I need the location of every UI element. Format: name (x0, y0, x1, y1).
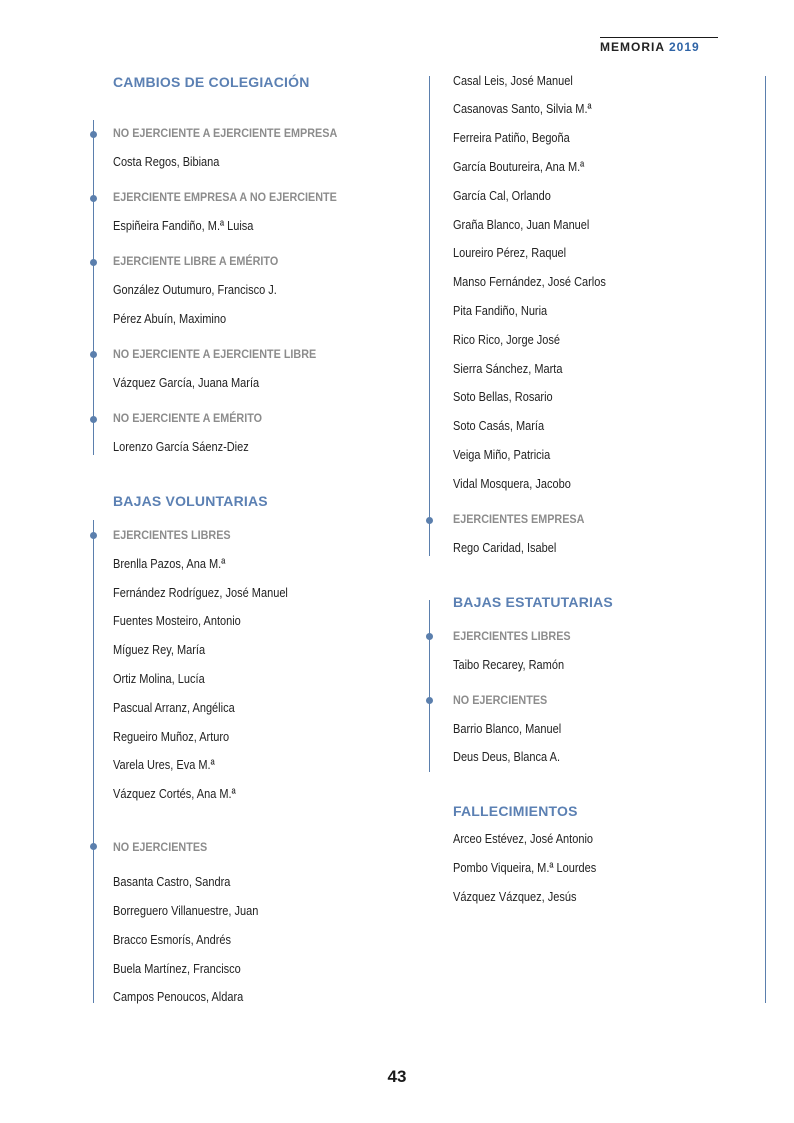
list-item: Fernández Rodríguez, José Manuel (113, 586, 288, 600)
left-column-rule-top (93, 120, 94, 455)
group-label: EJERCIENTES EMPRESA (453, 512, 585, 526)
list-item: Fuentes Mosteiro, Antonio (113, 614, 241, 628)
list-item: Rico Rico, Jorge José (453, 333, 560, 347)
list-item: Veiga Miño, Patricia (453, 448, 551, 462)
list-item: Pérez Abuín, Maximino (113, 312, 227, 326)
list-item: Deus Deus, Blanca A. (453, 750, 561, 764)
bullet-dot (90, 351, 97, 358)
header-year: 2019 (669, 40, 700, 54)
list-item: Graña Blanco, Juan Manuel (453, 218, 590, 232)
list-item: Varela Ures, Eva M.ª (113, 758, 215, 772)
group-label: NO EJERCIENTES (453, 693, 548, 707)
list-item: Lorenzo García Sáenz-Diez (113, 440, 249, 454)
list-item: Casal Leis, José Manuel (453, 74, 573, 88)
list-item: Vázquez García, Juana María (113, 376, 260, 390)
list-item: Soto Casás, María (453, 419, 545, 433)
right-column-rule-top (429, 76, 430, 556)
group-label: EJERCIENTES LIBRES (113, 528, 231, 542)
list-item: Taibo Recarey, Ramón (453, 658, 565, 672)
list-item: Brenlla Pazos, Ana M.ª (113, 557, 226, 571)
group-label: EJERCIENTE EMPRESA A NO EJERCIENTE (113, 190, 337, 204)
bullet-dot (426, 697, 433, 704)
bullet-dot (90, 259, 97, 266)
list-item: Manso Fernández, José Carlos (453, 275, 606, 289)
list-item: Arceo Estévez, José Antonio (453, 832, 594, 846)
bullet-dot (426, 633, 433, 640)
section-title-bajas-voluntarias: BAJAS VOLUNTARIAS (113, 493, 268, 509)
page-number: 43 (387, 1067, 407, 1086)
bullet-dot (90, 195, 97, 202)
list-item: Espiñeira Fandiño, M.ª Luisa (113, 219, 254, 233)
list-item: Míguez Rey, María (113, 643, 206, 657)
list-item: Vázquez Cortés, Ana M.ª (113, 787, 236, 801)
list-item: Casanovas Santo, Silvia M.ª (453, 102, 592, 116)
bullet-dot (426, 517, 433, 524)
group-label: NO EJERCIENTE A EMÉRITO (113, 411, 263, 425)
list-item: Regueiro Muñoz, Arturo (113, 730, 230, 744)
bullet-dot (90, 843, 97, 850)
list-item: Ferreira Patiño, Begoña (453, 131, 570, 145)
list-item: Buela Martínez, Francisco (113, 962, 241, 976)
header-rule (600, 37, 718, 38)
running-header (600, 40, 720, 54)
list-item: Pombo Viqueira, M.ª Lourdes (453, 861, 597, 875)
left-column-rule-bottom (93, 520, 94, 1003)
page-edge-rule (765, 76, 766, 1003)
list-item: González Outumuro, Francisco J. (113, 283, 277, 297)
list-item: García Boutureira, Ana M.ª (453, 160, 585, 174)
list-item: Soto Bellas, Rosario (453, 390, 553, 404)
list-item: Costa Regos, Bibiana (113, 155, 220, 169)
list-item: Campos Penoucos, Aldara (113, 990, 244, 1004)
header-title: MEMORIA (600, 40, 665, 54)
section-title-fallecimientos: FALLECIMIENTOS (453, 803, 578, 819)
list-item: Borreguero Villanuestre, Juan (113, 904, 259, 918)
bullet-dot (90, 416, 97, 423)
group-label: EJERCIENTE LIBRE A EMÉRITO (113, 254, 279, 268)
right-column-rule-mid (429, 600, 430, 772)
bullet-dot (90, 532, 97, 539)
group-label: NO EJERCIENTE A EJERCIENTE EMPRESA (113, 126, 338, 140)
bullet-dot (90, 131, 97, 138)
list-item: Bracco Esmorís, Andrés (113, 933, 231, 947)
list-item: Sierra Sánchez, Marta (453, 362, 563, 376)
list-item: Ortiz Molina, Lucía (113, 672, 205, 686)
list-item: Basanta Castro, Sandra (113, 875, 231, 889)
list-item: Rego Caridad, Isabel (453, 541, 557, 555)
section-title-cambios: CAMBIOS DE COLEGIACIÓN (113, 74, 310, 90)
list-item: Pascual Arranz, Angélica (113, 701, 235, 715)
list-item: García Cal, Orlando (453, 189, 551, 203)
list-item: Barrio Blanco, Manuel (453, 722, 562, 736)
group-label: NO EJERCIENTE A EJERCIENTE LIBRE (113, 347, 317, 361)
section-title-bajas-estatutarias: BAJAS ESTATUTARIAS (453, 594, 613, 610)
list-item: Vidal Mosquera, Jacobo (453, 477, 571, 491)
list-item: Vázquez Vázquez, Jesús (453, 890, 577, 904)
group-label: EJERCIENTES LIBRES (453, 629, 571, 643)
list-item: Loureiro Pérez, Raquel (453, 246, 567, 260)
list-item: Pita Fandiño, Nuria (453, 304, 548, 318)
group-label: NO EJERCIENTES (113, 840, 208, 854)
